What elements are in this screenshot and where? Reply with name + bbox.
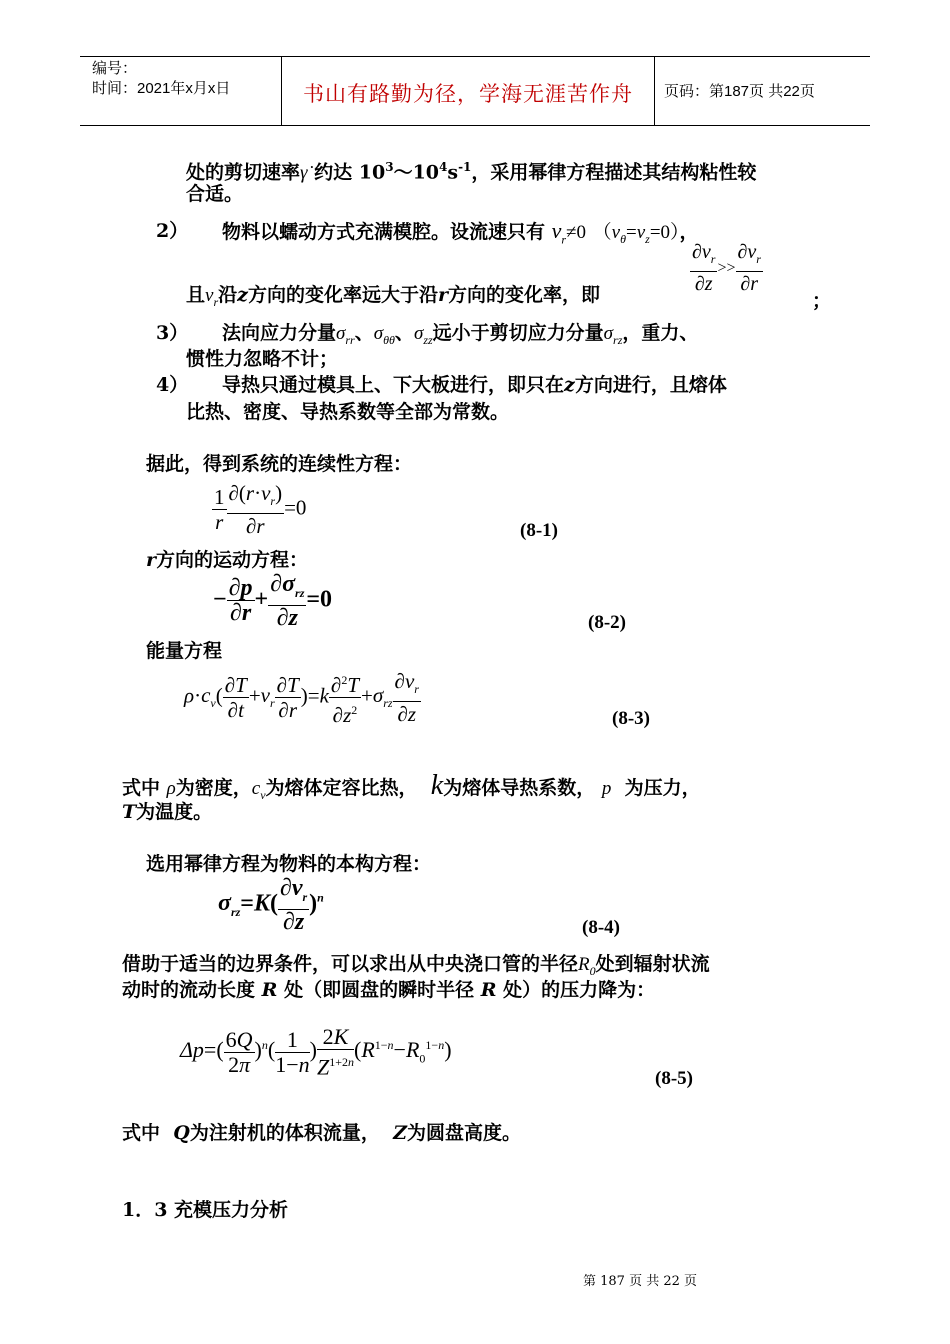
item-4-number: 4） (156, 374, 189, 396)
equation-number-8-3: (8-3) (612, 708, 650, 729)
where-line-1: 式中 ρ为密度，$c_v$为熔体定容比热， k为熔体导热系数， p 为压力， (122, 770, 701, 802)
item-3-line-2: 惯性力忽略不计； (186, 348, 339, 370)
equation-number-8-1: (8-1) (520, 520, 558, 541)
item-4-text: 导热只通过模具上、下大板进行，即只在z方向进行，且熔体 (222, 374, 727, 396)
item-2-continuation: 且$v_r$沿z方向的变化率远大于沿r方向的变化率，即 (186, 284, 600, 309)
motion-intro: r方向的运动方程： (146, 549, 309, 571)
equation-number-8-4: (8-4) (582, 917, 620, 938)
item-2-semicolon: ； (812, 290, 832, 312)
body-line-2: 合适。 (186, 183, 244, 205)
bc-line-1: 借助于适当的边界条件，可以求出从中央浇口管的半径$R_0$处到辐射状流 (122, 953, 710, 978)
equation-8-2: − $\frac{\partial p}{\partial r}$ + $\frac{\partial\sigma_{rz}}{\partial z}$ =0 (213, 571, 333, 631)
header-page-info: 页码：第187页 共22页 (664, 83, 815, 100)
equation-8-3: $\rho\cdot c_v$( $\frac{\partial T}{\partial t}$ $+v_r$ $\frac{\partial T}{\partial r}$ )=k $\frac{\partial^2T}{\partial z^2}$ $+\sigma_{rz}$ $\frac{\partial v_r}{\partial z}$ (184, 668, 419, 727)
page-footer: 第 187 页 共 22 页 (583, 1274, 698, 1289)
header-code: 编号： (92, 60, 138, 77)
item-2-number: 2） (156, 220, 189, 242)
equation-number-8-5: (8-5) (655, 1068, 693, 1089)
item-2-text: 物料以蠕动方式充满模腔。设流速只有 $v_r\ne 0$ $(v_\theta=v_z=0)$， (222, 218, 699, 247)
item-3-number: 3） (156, 322, 189, 344)
continuity-intro: 据此，得到系统的连续性方程： (146, 453, 413, 475)
equation-8-4: $\sigma_{rz}=K$( $\frac{\partial v_r}{\partial z}$ )$^n$ (218, 875, 324, 935)
constitutive-intro: 选用幂律方程为物料的本构方程： (146, 853, 432, 875)
where-2-line: 式中 Q为注射机的体积流量， Z为圆盘高度。 (122, 1122, 521, 1144)
bc-line-2: 动时的流动长度 R 处（即圆盘的瞬时半径 R 处）的压力降为： (122, 979, 656, 1001)
where-line-2: T为温度。 (122, 801, 213, 823)
body-line-1: 处的剪切速率γ̇ 约达 $10^3\sim 10^4s^{-1}$，采用幂律方程描述其结构粘性较 (186, 160, 757, 184)
section-heading: 1．3 充模压力分析 (122, 1199, 289, 1221)
header-motto: 书山有路勤为径，学海无涯苦作舟 (303, 82, 633, 106)
header-time: 时间：2021年x月x日 (92, 80, 231, 97)
equation-number-8-2: (8-2) (588, 612, 626, 633)
equation-8-1: $\frac{1}{r}$ $\frac{\partial(r\cdot v_r)}{\partial r}$ =0 (214, 481, 307, 539)
item-4-line-2: 比热、密度、导热系数等全部为常数。 (186, 401, 510, 423)
item-3-text: 法向应力分量$\sigma_{rr}$、$\sigma_{\theta\theta}$、$\sigma_{zz}$远小于剪切应力分量$\sigma_{rz}$，重力、 (222, 322, 699, 347)
equation-8-5: Δp=( $\frac{6Q}{2\pi}$ )$^n$( $\frac{1}{1-n}$ ) $\frac{2K}{Z^{1+2n}}$ $(R^{1-n}-R_0^{1-n})$ (180, 1024, 452, 1080)
rate-comparison: $\frac{\partial v_r}{\partial z}$ >> $\frac{\partial v_r}{\partial r}$ (692, 241, 761, 295)
energy-intro: 能量方程 (146, 640, 223, 662)
